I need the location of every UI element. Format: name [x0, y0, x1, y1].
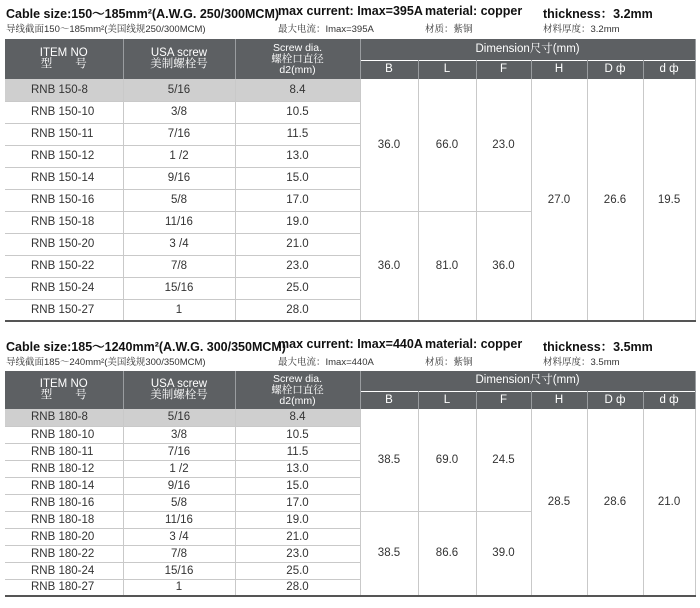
usa-screw: 7/16 — [123, 443, 235, 460]
header-item: ITEM NO 型 号 — [5, 39, 123, 79]
item-no: RNB 150-18 — [5, 211, 123, 233]
usa-screw: 1 /2 — [123, 145, 235, 167]
max-current-cn: 最大电流：Imax=440A — [278, 357, 374, 368]
header-d2: Screw dia. 螺栓口直径 d2(mm) — [235, 39, 360, 79]
screw-dia: 19.0 — [235, 511, 360, 528]
header-f: F — [476, 60, 531, 79]
screw-dia: 15.0 — [235, 477, 360, 494]
dim-l: 81.0 — [418, 211, 476, 321]
screw-dia: 21.0 — [235, 528, 360, 545]
screw-dia: 28.0 — [235, 579, 360, 596]
screw-dia: 25.0 — [235, 277, 360, 299]
material-cn: 材质：紫铜 — [425, 24, 473, 35]
screw-dia: 25.0 — [235, 562, 360, 579]
header-l: L — [418, 60, 476, 79]
header-item: ITEM NO 型 号 — [5, 371, 123, 409]
dim-b: 38.5 — [360, 409, 418, 511]
header-h: H — [531, 391, 587, 409]
thickness: thickness：3.2mm — [543, 7, 653, 21]
dim-dphi: 26.6 — [587, 79, 643, 321]
usa-screw: 7/8 — [123, 545, 235, 562]
screw-dia: 15.0 — [235, 167, 360, 189]
usa-screw: 5/16 — [123, 79, 235, 101]
item-no: RNB 180-8 — [5, 409, 123, 426]
usa-screw: 1 /2 — [123, 460, 235, 477]
screw-dia: 21.0 — [235, 233, 360, 255]
dim-b: 38.5 — [360, 511, 418, 596]
dim-l: 66.0 — [418, 79, 476, 211]
screw-dia: 19.0 — [235, 211, 360, 233]
usa-screw: 15/16 — [123, 562, 235, 579]
screw-dia: 13.0 — [235, 145, 360, 167]
dim-f: 39.0 — [476, 511, 531, 596]
screw-dia: 11.5 — [235, 443, 360, 460]
dim-h: 28.5 — [531, 409, 587, 596]
usa-screw: 5/8 — [123, 494, 235, 511]
screw-dia: 10.5 — [235, 426, 360, 443]
spec-table — [5, 39, 696, 322]
usa-screw: 3 /4 — [123, 528, 235, 545]
dim-dphi-small: 21.0 — [643, 409, 695, 596]
usa-screw: 5/16 — [123, 409, 235, 426]
header-dphi-small: d ф — [643, 60, 695, 79]
item-no: RNB 150-16 — [5, 189, 123, 211]
item-no: RNB 180-22 — [5, 545, 123, 562]
dim-l: 69.0 — [418, 409, 476, 511]
header-dphi: D ф — [587, 391, 643, 409]
max-current-cn: 最大电流：Imax=395A — [278, 24, 374, 35]
thickness-cn: 材料厚度：3.5mm — [543, 357, 620, 368]
dim-h: 27.0 — [531, 79, 587, 321]
header-d2: Screw dia. 螺栓口直径 d2(mm) — [235, 371, 360, 409]
usa-screw: 11/16 — [123, 511, 235, 528]
item-no: RNB 180-12 — [5, 460, 123, 477]
usa-screw: 5/8 — [123, 189, 235, 211]
header-f: F — [476, 391, 531, 409]
material: material: copper — [425, 337, 523, 351]
usa-screw: 1 — [123, 299, 235, 321]
item-no: RNB 180-20 — [5, 528, 123, 545]
material-cn: 材质：紫铜 — [425, 357, 473, 368]
usa-screw: 9/16 — [123, 167, 235, 189]
screw-dia: 23.0 — [235, 255, 360, 277]
thickness: thickness：3.5mm — [543, 340, 653, 354]
screw-dia: 13.0 — [235, 460, 360, 477]
item-no: RNB 180-11 — [5, 443, 123, 460]
dim-f: 36.0 — [476, 211, 531, 321]
spec-header — [0, 0, 700, 36]
item-no: RNB 180-18 — [5, 511, 123, 528]
item-no: RNB 150-10 — [5, 101, 123, 123]
screw-dia: 17.0 — [235, 494, 360, 511]
screw-dia: 8.4 — [235, 409, 360, 426]
item-no: RNB 150-8 — [5, 79, 123, 101]
item-no: RNB 180-10 — [5, 426, 123, 443]
spec-table — [5, 371, 696, 597]
usa-screw: 11/16 — [123, 211, 235, 233]
usa-screw: 3/8 — [123, 101, 235, 123]
header-dphi: D ф — [587, 60, 643, 79]
screw-dia: 23.0 — [235, 545, 360, 562]
usa-screw: 7/16 — [123, 123, 235, 145]
dim-dphi: 28.6 — [587, 409, 643, 596]
table-row — [5, 79, 695, 101]
max-current: max current: Imax=440A — [278, 337, 423, 351]
item-no: RNB 180-14 — [5, 477, 123, 494]
header-screw: USA screw 美制螺栓号 — [123, 371, 235, 409]
dim-b: 36.0 — [360, 79, 418, 211]
item-no: RNB 150-22 — [5, 255, 123, 277]
item-no: RNB 180-24 — [5, 562, 123, 579]
usa-screw: 7/8 — [123, 255, 235, 277]
item-no: RNB 150-11 — [5, 123, 123, 145]
header-b: B — [360, 391, 418, 409]
usa-screw: 9/16 — [123, 477, 235, 494]
dim-f: 23.0 — [476, 79, 531, 211]
screw-dia: 8.4 — [235, 79, 360, 101]
item-no: RNB 180-16 — [5, 494, 123, 511]
item-no: RNB 150-14 — [5, 167, 123, 189]
usa-screw: 3 /4 — [123, 233, 235, 255]
header-h: H — [531, 60, 587, 79]
header-b: B — [360, 60, 418, 79]
usa-screw: 1 — [123, 579, 235, 596]
screw-dia: 10.5 — [235, 101, 360, 123]
dim-f: 24.5 — [476, 409, 531, 511]
header-dphi-small: d ф — [643, 391, 695, 409]
usa-screw: 3/8 — [123, 426, 235, 443]
screw-dia: 11.5 — [235, 123, 360, 145]
item-no: RNB 150-24 — [5, 277, 123, 299]
header-dimension: Dimension尺寸(mm) — [360, 39, 695, 60]
item-no: RNB 180-27 — [5, 579, 123, 596]
thickness-cn: 材料厚度：3.2mm — [543, 24, 620, 35]
max-current: max current: Imax=395A — [278, 4, 423, 18]
header-screw: USA screw 美制螺栓号 — [123, 39, 235, 79]
spec-section-2 — [0, 333, 700, 594]
cable-size-cn: 导线截面150～185mm²(美国线规250/300MCM) — [6, 24, 206, 35]
item-no: RNB 150-12 — [5, 145, 123, 167]
header-l: L — [418, 391, 476, 409]
cable-size: Cable size:150～185mm²(A.W.G. 250/300MCM) — [6, 7, 280, 21]
header-dimension: Dimension尺寸(mm) — [360, 371, 695, 391]
usa-screw: 15/16 — [123, 277, 235, 299]
dim-l: 86.6 — [418, 511, 476, 596]
screw-dia: 17.0 — [235, 189, 360, 211]
item-no: RNB 150-20 — [5, 233, 123, 255]
dim-dphi-small: 19.5 — [643, 79, 695, 321]
cable-size-cn: 导线截面185～240mm²(美国线规300/350MCM) — [6, 357, 206, 368]
cable-size: Cable size:185～1240mm²(A.W.G. 300/350MCM) — [6, 340, 286, 354]
screw-dia: 28.0 — [235, 299, 360, 321]
spec-header — [0, 333, 700, 369]
table-row — [5, 409, 695, 426]
material: material: copper — [425, 4, 523, 18]
item-no: RNB 150-27 — [5, 299, 123, 321]
dim-b: 36.0 — [360, 211, 418, 321]
